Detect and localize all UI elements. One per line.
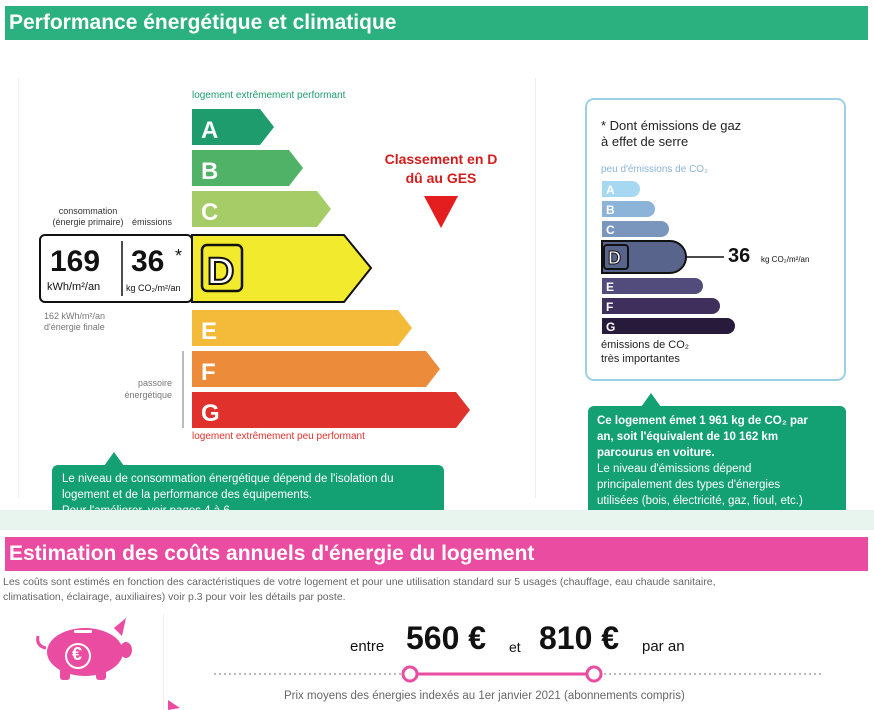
svg-text:C: C — [606, 223, 615, 237]
cost-et: et — [509, 639, 521, 655]
callout-emissions-info: Ce logement émet 1 961 kg de CO₂ par an, soit l'équivalent de 10 162 km parcourus en voiture. Le niveau d'émissions dépend principalement des types d'énergies utilisées (bois, électricité, gaz, fioul, etc.) — [588, 406, 846, 528]
final-energy-note: 162 kWh/m²/an d'énergie finale — [44, 311, 106, 332]
emissions-unit: kg CO₂/m²/an — [126, 283, 181, 293]
cost-entre: entre — [350, 638, 385, 655]
svg-text:D: D — [207, 251, 235, 293]
ges-bar-d-current — [602, 241, 724, 273]
section-divider — [0, 510, 874, 530]
cost-min: 560 € — [406, 620, 487, 656]
cost-par-an: par an — [642, 638, 685, 655]
dpe-bottom-label: logement extrêmement peu performant — [192, 431, 365, 442]
ges-bar-c — [602, 221, 669, 237]
ges-bar-a — [602, 181, 640, 197]
consumption-label: consommation (énergie primaire) — [52, 206, 124, 227]
consumption-unit: kWh/m²/an — [47, 281, 101, 293]
consumption-value: 169 — [50, 245, 101, 278]
ges-top-label: peu d'émissions de CO₂ — [601, 164, 708, 175]
ges-bar-f — [602, 298, 720, 314]
cost-min-marker — [403, 667, 417, 681]
costs-intro: Les coûts sont estimés en fonction des caractéristiques de votre logement et pour une utilisation standard sur 5 usages (chauffage, eau chaude sanitaire, climatisation, éclairage, auxiliaires) voir p.3 pour voir les détails par poste. — [3, 576, 716, 603]
ges-bar-g — [602, 318, 735, 334]
piggy-euro-symbol: € — [72, 644, 83, 664]
section-title-performance: Performance énergétique et climatique — [5, 6, 868, 40]
cost-max: 810 € — [539, 620, 620, 656]
svg-text:A: A — [606, 183, 615, 197]
svg-text:F: F — [201, 359, 216, 386]
svg-text:G: G — [201, 400, 220, 427]
ges-unit: kg CO₂/m²/an — [761, 255, 810, 264]
svg-text:D: D — [608, 248, 621, 268]
classement-text: Classement en D dû au GES — [384, 151, 498, 186]
ges-bottom-label: émissions de CO₂ très importantes — [601, 339, 690, 365]
cost-range-bar — [210, 664, 830, 684]
pink-arrow-icon — [168, 700, 182, 710]
svg-text:B: B — [606, 203, 615, 217]
passoire-label: passoire énergétique — [124, 378, 172, 400]
svg-text:A: A — [201, 117, 219, 144]
ges-bar-e — [602, 278, 703, 294]
svg-text:E: E — [606, 280, 615, 294]
emissions-value: 36 — [131, 245, 165, 278]
cost-max-marker — [587, 667, 601, 681]
ges-value: 36 — [728, 245, 751, 267]
dpe-top-label: logement extrêmement performant — [192, 90, 346, 101]
svg-text:E: E — [201, 318, 218, 345]
ges-bar-b — [602, 201, 655, 217]
callout-consumption-info: Le niveau de consommation énergétique dépend de l'isolation du logement et de la performance des équipements. — [52, 465, 444, 526]
svg-text:F: F — [606, 300, 614, 314]
emissions-label: émissions — [132, 217, 173, 227]
svg-text:B: B — [201, 158, 219, 185]
section-title-costs: Estimation des coûts annuels d'énergie du logement — [5, 537, 868, 571]
piggy-bank-icon — [30, 614, 135, 686]
svg-text:G: G — [606, 320, 616, 334]
emissions-star: * — [175, 246, 183, 266]
svg-text:C: C — [201, 199, 219, 226]
ges-title: * Dont émissions de gaz à effet de serre — [601, 118, 742, 149]
price-note: Prix moyens des énergies indexés au 1er janvier 2021 (abonnements compris) — [284, 690, 685, 702]
costs-vertical-divider — [163, 614, 164, 710]
